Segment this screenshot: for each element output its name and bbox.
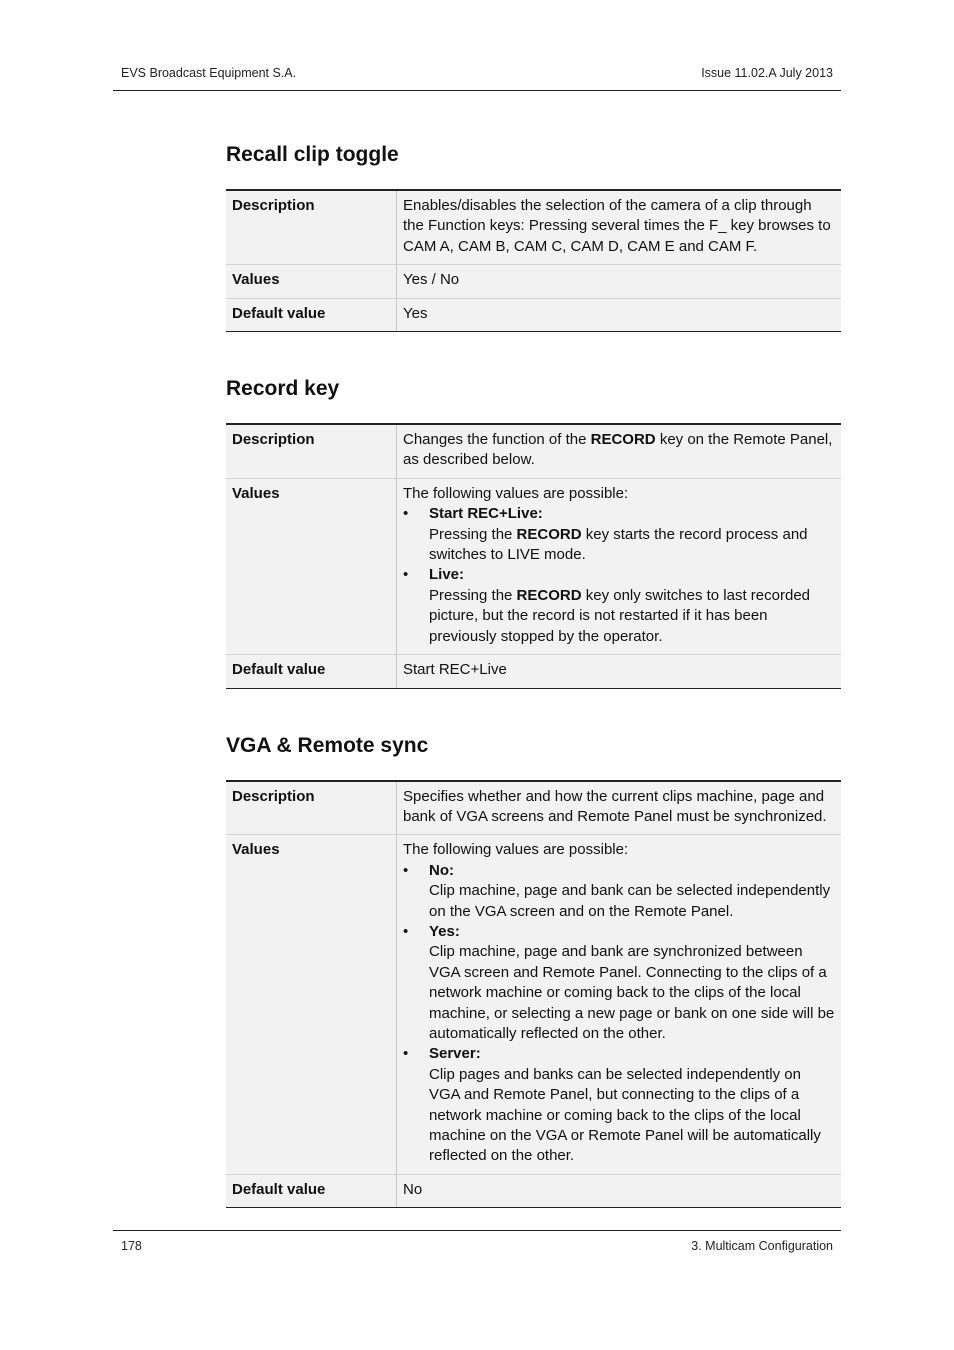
option-title: No: [429, 861, 454, 879]
row-label: Values [226, 835, 397, 1175]
text: key only switches to last recorded picture, but the record is not restarted if it has been previously stopped by the operator. [429, 586, 810, 645]
options-list [403, 861, 835, 1167]
option-title: Yes: [429, 922, 460, 940]
description-value: Specifies whether and how the current clips machine, page and bank of VGA screens and Remote Panel must be synchronized. [397, 781, 842, 835]
bullet-icon: • [403, 1045, 409, 1063]
list-item [403, 1044, 835, 1166]
table-row [226, 424, 841, 478]
table-row [226, 781, 841, 835]
row-label: Default value [226, 1174, 397, 1207]
description-value [397, 424, 842, 478]
row-label: Values [226, 478, 397, 654]
page-number: 178 [121, 1239, 142, 1253]
default-value: Yes [397, 298, 842, 331]
row-label: Description [226, 190, 397, 265]
parameter-table [226, 423, 841, 688]
main-content [226, 140, 841, 1208]
option-title: Live: [429, 566, 465, 584]
list-item [403, 861, 835, 922]
section-record-key [226, 374, 841, 688]
section-title: Record key [226, 377, 340, 401]
section-title: Recall clip toggle [226, 143, 399, 166]
parameter-table [226, 189, 841, 332]
values-value [397, 478, 842, 654]
table-row [226, 190, 841, 265]
text: key starts the record process and switches to LIVE mode. [429, 525, 808, 564]
default-value: Start REC+Live [397, 655, 842, 688]
company-name: EVS Broadcast Equipment S.A. [121, 66, 297, 80]
row-label: Description [226, 781, 397, 835]
parameter-table [226, 780, 841, 1209]
table-row [226, 298, 841, 331]
option-text: Clip pages and banks can be selected independently on VGA and Remote Panel, but connecting to the clips of a network machine or coming back to the clips of the local machine on the VGA or Remote Panel will be automatically reflected on the other. [429, 1065, 821, 1165]
option-title: Server: [429, 1045, 481, 1063]
values-value [397, 835, 842, 1175]
default-value: No [397, 1174, 842, 1207]
table-row [226, 265, 841, 298]
options-list [403, 504, 835, 647]
list-item [403, 504, 835, 565]
list-item [403, 565, 835, 647]
bold-text: RECORD [516, 525, 582, 543]
row-label: Values [226, 265, 397, 298]
table-row [226, 835, 841, 1175]
text: key on the Remote Panel, as described below. [403, 431, 833, 469]
issue-info: Issue 11.02.A July 2013 [701, 66, 833, 80]
bold-text: RECORD [590, 431, 656, 449]
text: Changes the function of the [403, 431, 591, 449]
row-label: Default value [226, 298, 397, 331]
option-title: Start REC+Live: [429, 505, 543, 523]
bullet-icon: • [403, 505, 409, 523]
bold-text: RECORD [516, 586, 582, 604]
bullet-icon: • [403, 922, 409, 940]
bullet-icon: • [403, 861, 409, 879]
page-footer [113, 1230, 841, 1253]
section-vga-remote-sync [226, 731, 841, 1209]
option-text: Clip machine, page and bank can be selected independently on the VGA screen and on the Remote Panel. [429, 882, 831, 920]
section-title: VGA & Remote sync [226, 733, 429, 757]
option-text: Clip machine, page and bank are synchronized between VGA screen and Remote Panel. Connecting to the clips of a network machine or coming back to the clips of the local machine, or selecting a new page or bank on one side will be automatically reflected on the other. [429, 943, 835, 1042]
values-intro: The following values are possible: [403, 841, 629, 859]
section-recall-clip-toggle [226, 140, 841, 332]
list-item [403, 922, 835, 1044]
values-value: Yes / No [397, 265, 842, 298]
table-row [226, 655, 841, 688]
chapter-title: 3. Multicam Configuration [691, 1239, 833, 1253]
table-row [226, 1174, 841, 1207]
page-header [113, 64, 841, 91]
text: Pressing the [429, 525, 517, 543]
bullet-icon: • [403, 566, 409, 584]
table-row [226, 478, 841, 654]
description-value: Enables/disables the selection of the camera of a clip through the Function keys: Pressing several times the F_ key browses to CAM A, CAM B, CAM C, CAM D, CAM E and CAM F. [397, 190, 842, 265]
text: Pressing the [429, 586, 517, 604]
values-intro: The following values are possible: [403, 484, 629, 502]
row-label: Default value [226, 655, 397, 688]
row-label: Description [226, 424, 397, 478]
